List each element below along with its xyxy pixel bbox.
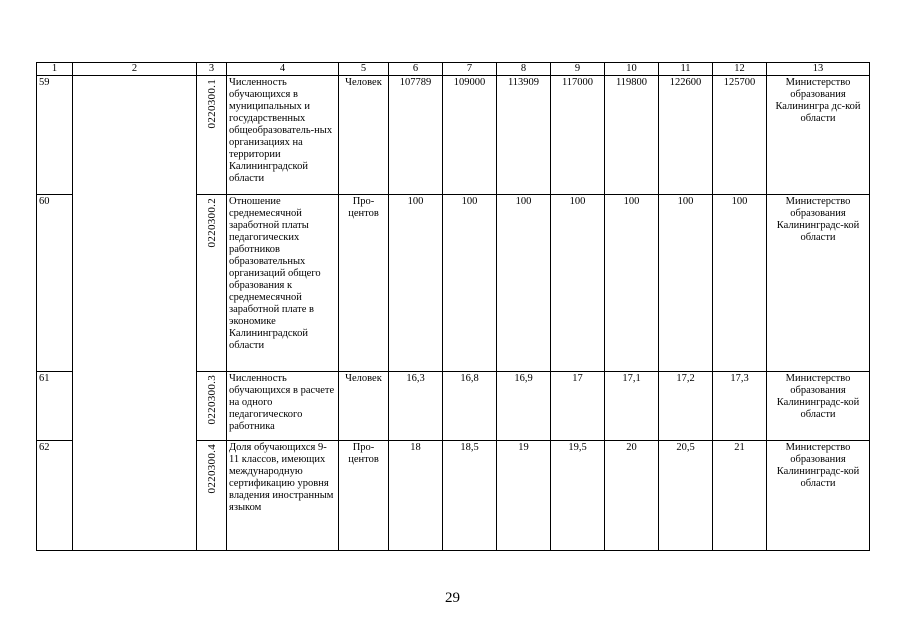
value-cell: 17,2 [659, 372, 713, 441]
row-number: 62 [37, 441, 73, 551]
column-header: 5 [339, 63, 389, 76]
column-header: 12 [713, 63, 767, 76]
value-cell: 100 [443, 195, 497, 372]
row-number: 59 [37, 76, 73, 195]
value-cell: 19,5 [551, 441, 605, 551]
value-cell: 100 [551, 195, 605, 372]
value-cell: 17,1 [605, 372, 659, 441]
value-cell: 109000 [443, 76, 497, 195]
value-cell: 125700 [713, 76, 767, 195]
unit: Человек [339, 372, 389, 441]
value-cell: 16,9 [497, 372, 551, 441]
unit: Про-центов [339, 441, 389, 551]
responsible-org: Министерство образования Калининградс-кой области [767, 441, 870, 551]
value-cell: 119800 [605, 76, 659, 195]
value-cell: 113909 [497, 76, 551, 195]
value-cell: 16,3 [389, 372, 443, 441]
row-number: 60 [37, 195, 73, 372]
value-cell: 19 [497, 441, 551, 551]
indicator-name: Численность обучающихся в муниципальных и государственных общеобразователь-ных организациях на территории Калининградской области [227, 76, 339, 195]
value-cell: 20 [605, 441, 659, 551]
indicator-code: 0220300.3 [205, 375, 218, 425]
indicator-code-cell [197, 195, 227, 372]
row-number: 61 [37, 372, 73, 441]
value-cell: 17,3 [713, 372, 767, 441]
table-row [37, 76, 870, 195]
value-cell: 107789 [389, 76, 443, 195]
indicator-name: Численность обучающихся в расчете на одного педагогического работника [227, 372, 339, 441]
indicators-table [36, 62, 870, 551]
header-row [37, 63, 870, 76]
column-header: 7 [443, 63, 497, 76]
indicator-name: Доля обучающихся 9-11 классов, имеющих международную сертификацию уровня владения иностранным языком [227, 441, 339, 551]
responsible-org: Министерство образования Калининградс-кой области [767, 372, 870, 441]
column-header: 9 [551, 63, 605, 76]
indicator-code: 0220300.4 [205, 444, 218, 494]
value-cell: 100 [605, 195, 659, 372]
column-header: 2 [73, 63, 197, 76]
value-cell: 100 [713, 195, 767, 372]
value-cell: 122600 [659, 76, 713, 195]
indicator-code: 0220300.2 [205, 198, 218, 248]
value-cell: 17 [551, 372, 605, 441]
column-header: 3 [197, 63, 227, 76]
column-header: 8 [497, 63, 551, 76]
value-cell: 100 [497, 195, 551, 372]
indicator-code: 0220300.1 [205, 79, 218, 129]
value-cell: 16,8 [443, 372, 497, 441]
column-header: 11 [659, 63, 713, 76]
unit: Человек [339, 76, 389, 195]
responsible-org: Министерство образования Калининградс-кой области [767, 195, 870, 372]
value-cell: 20,5 [659, 441, 713, 551]
page-number: 29 [445, 590, 460, 606]
column-header: 1 [37, 63, 73, 76]
column-header: 10 [605, 63, 659, 76]
empty-cell [73, 76, 197, 551]
column-header: 13 [767, 63, 870, 76]
indicator-code-cell [197, 441, 227, 551]
indicator-code-cell [197, 76, 227, 195]
value-cell: 100 [659, 195, 713, 372]
value-cell: 18,5 [443, 441, 497, 551]
value-cell: 18 [389, 441, 443, 551]
value-cell: 100 [389, 195, 443, 372]
responsible-org: Министерство образования Калинингра дс-кой области [767, 76, 870, 195]
indicator-name: Отношение среднемесячной заработной платы педагогических работников образовательных организаций общего образования к среднемесячной заработной плате в экономике Калининградской области [227, 195, 339, 372]
column-header: 4 [227, 63, 339, 76]
unit: Про-центов [339, 195, 389, 372]
indicator-code-cell [197, 372, 227, 441]
value-cell: 21 [713, 441, 767, 551]
value-cell: 117000 [551, 76, 605, 195]
column-header: 6 [389, 63, 443, 76]
